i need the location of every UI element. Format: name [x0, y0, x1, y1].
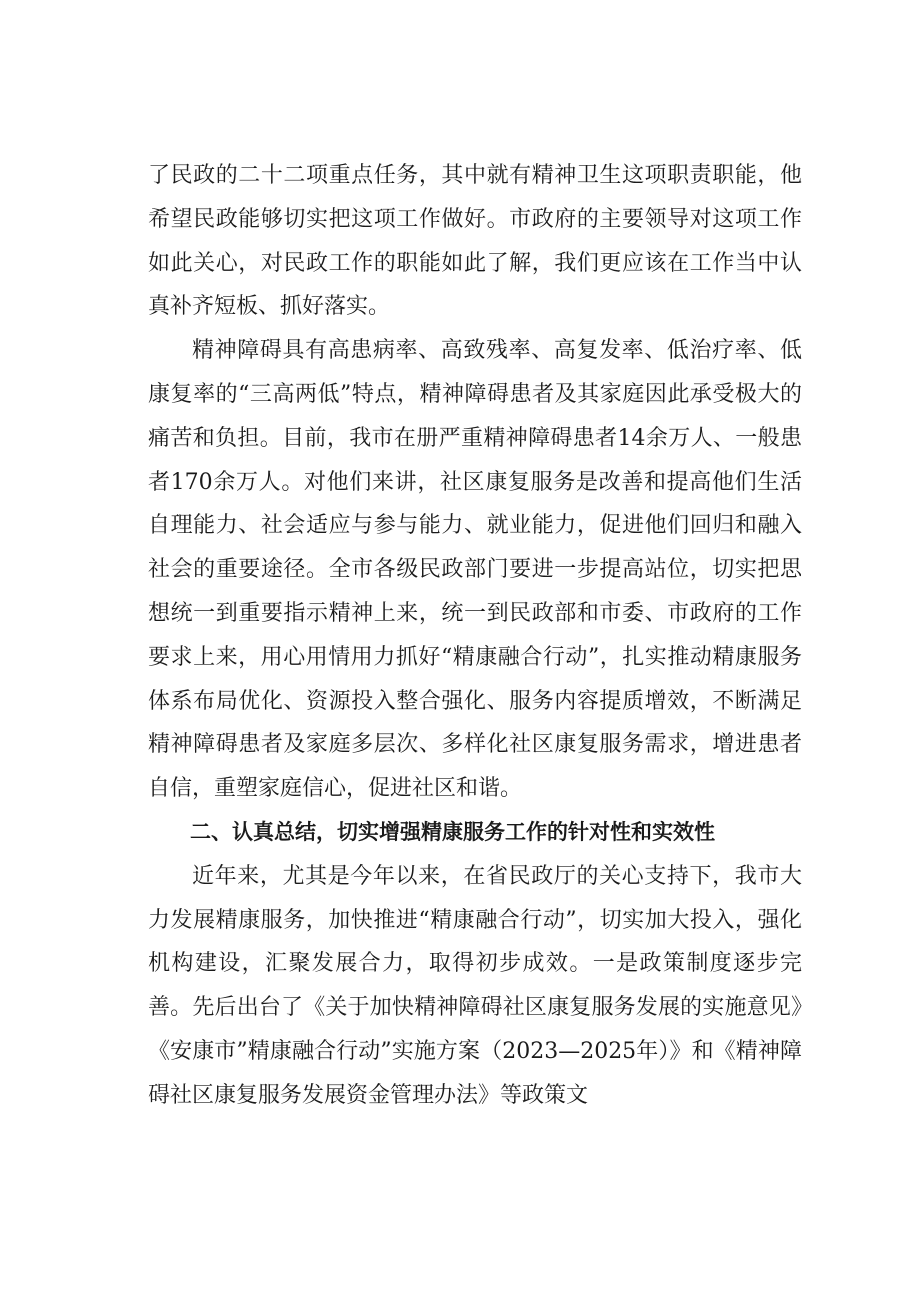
paragraph-body: 近年来，尤其是今年以来，在省民政厅的关心支持下，我市大力发展精康服务，加快推进“精康融合行动”，切实加大投入，强化机构建设，汇聚发展合力，取得初步成效。一是政策制度逐步完善。先后出台了《关于加快精神障碍社区康复服务发展的实施意见》《安康市”精康融合行动”实施方案（2023—2025年）》和《精神障碍社区康复服务发展资金管理办法》等政策文 [148, 863, 802, 1108]
document-body [148, 154, 802, 1118]
section-heading: 二、认真总结，切实增强精康服务工作的针对性和实效性 [190, 819, 715, 844]
paragraph-body: 精神障碍具有高患病率、高致残率、高复发率、低治疗率、低康复率的“三高两低”特点，精神障碍患者及其家庭因此承受极大的痛苦和负担。目前，我市在册严重精神障碍患者14余万人、一般患者170余万人。对他们来讲，社区康复服务是改善和提高他们生活自理能力、社会适应与参与能力、就业能力，促进他们回归和融入社会的重要途径。全市各级民政部门要进一步提高站位，切实把思想统一到重要指示精神上来，统一到民政部和市委、市政府的工作要求上来，用心用情用力抓好“精康融合行动”，扎实推动精康服务体系布局优化、资源投入整合强化、服务内容提质增效，不断满足精神障碍患者及家庭多层次、多样化社区康复服务需求，增进患者自信，重塑家庭信心，促进社区和谐。 [148, 338, 802, 802]
paragraph-continuation: 了民政的二十二项重点任务，其中就有精神卫生这项职责职能，他希望民政能够切实把这项工作做好。市政府的主要领导对这项工作如此关心，对民政工作的职能如此了解，我们更应该在工作当中认真补齐短板、抓好落实。 [148, 163, 802, 320]
